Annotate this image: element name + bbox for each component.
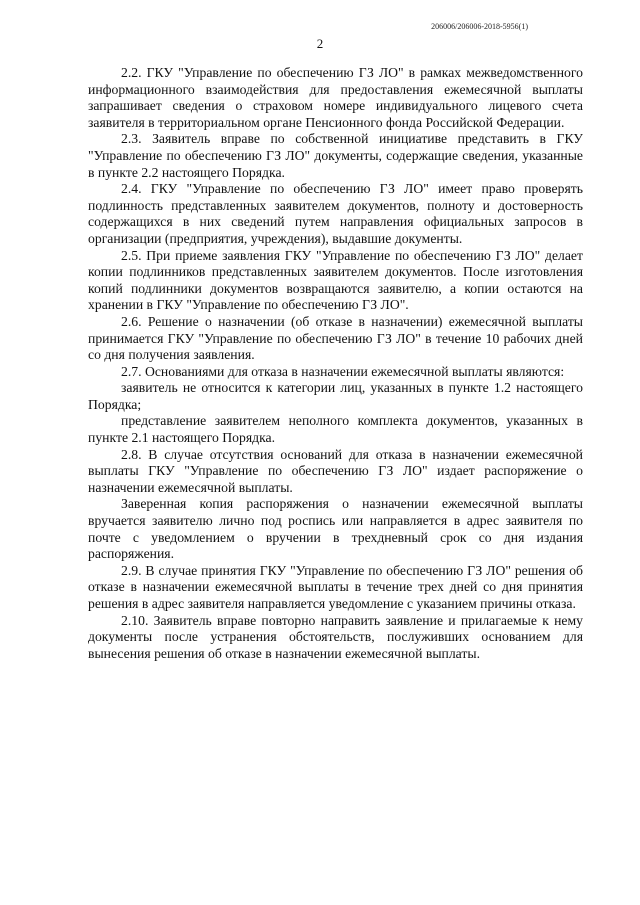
paragraph-2-8: 2.8. В случае отсутствия оснований для отказа в назначении ежемесячной выплаты ГКУ "Управление по обеспечению ГЗ ЛО" издает распоряжение о назначении ежемесячной выплаты.	[88, 446, 583, 495]
page-number: 2	[316, 36, 324, 51]
document-id: 206006/206006-2018-5956(1)	[431, 22, 528, 31]
paragraph-2-7-item-2: представление заявителем неполного комплекта документов, указанных в пункте 2.1 настоящего Порядка.	[88, 413, 583, 446]
paragraph-2-2: 2.2. ГКУ "Управление по обеспечению ГЗ ЛО" в рамках межведомственного информационного взаимодействия для предоставления ежемесячной выплаты запрашивает сведения о страховом номере индивидуального лицевого счета заявителя в территориальном органе Пенсионного фонда Российской Федерации.	[88, 65, 583, 130]
document-body	[88, 65, 583, 662]
paragraph-2-7: 2.7. Основаниями для отказа в назначении ежемесячной выплаты являются:	[121, 363, 565, 379]
paragraph-2-3: 2.3. Заявитель вправе по собственной инициативе представить в ГКУ "Управление по обеспечению ГЗ ЛО" документы, содержащие сведения, указанные в пункте 2.2 настоящего Порядка.	[88, 131, 583, 180]
paragraph-2-4: 2.4. ГКУ "Управление по обеспечению ГЗ ЛО" имеет право проверять подлинность представленных заявителем документов, полноту и достоверность содержащихся в них сведений путем направления официальных запросов в организации (предприятия, учреждения), выдавшие документы.	[88, 181, 583, 246]
paragraph-2-7-item-1: заявитель не относится к категории лиц, указанных в пункте 1.2 настоящего Порядка;	[88, 380, 583, 412]
paragraph-2-9: 2.9. В случае принятия ГКУ "Управление по обеспечению ГЗ ЛО" решения об отказе в назначении ежемесячной выплаты в течение трех дней со дня принятия решения в адрес заявителя направляется уведомление с указанием причины отказа.	[88, 562, 583, 611]
paragraph-2-10: 2.10. Заявитель вправе повторно направить заявление и прилагаемые к нему документы после устранения обстоятельств, послуживших основанием для вынесения решения об отказе в назначении ежемесячной выплаты.	[88, 612, 583, 661]
paragraph-2-6: 2.6. Решение о назначении (об отказе в назначении) ежемесячной выплаты принимается ГКУ "Управление по обеспечению ГЗ ЛО" в течение 10 рабочих дней со дня получения заявления.	[88, 313, 583, 363]
paragraph-2-5: 2.5. При приеме заявления ГКУ "Управление по обеспечению ГЗ ЛО" делает копии подлинников представленных заявителем документов. После изготовления копий подлинники документов возвращаются заявителю, а копии остаются на хранении в ГКУ "Управление по обеспечению ГЗ ЛО".	[88, 247, 583, 313]
paragraph-2-8-copy: Заверенная копия распоряжения о назначении ежемесячной выплаты вручается заявителю лично под роспись или направляется в адрес заявителя по почте с уведомлением о вручении в трехдневный срок со дня издания распоряжения.	[88, 496, 583, 562]
